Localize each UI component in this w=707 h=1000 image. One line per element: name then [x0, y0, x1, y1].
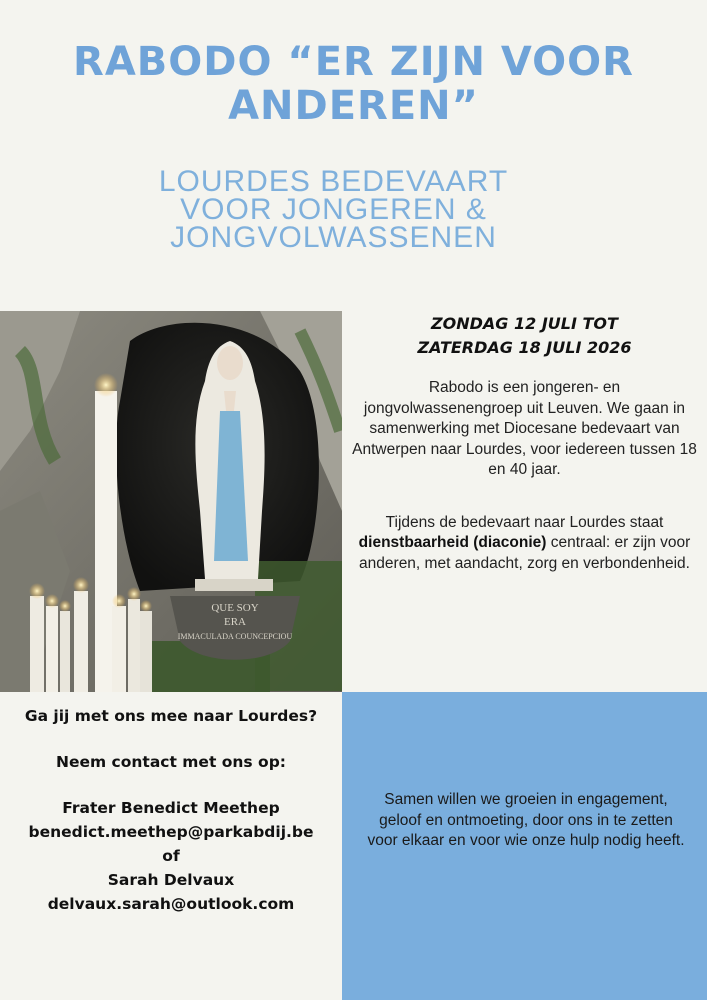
grotto-illustration — [0, 311, 342, 692]
contact-person-2-email[interactable]: delvaux.sarah@outlook.com — [47, 895, 295, 913]
event-dates — [352, 312, 697, 360]
date-line-1: ZONDAG 12 JULI TOT — [431, 314, 618, 333]
contact-cta: Neem contact met ons op: — [56, 753, 286, 771]
subtitle-line-2: VOOR JONGEREN & — [180, 193, 487, 226]
page-title — [0, 40, 707, 128]
subtitle-line-3: JONGVOLWASSENEN — [170, 221, 497, 254]
page-subtitle — [0, 165, 667, 254]
title-line-2: ANDEREN” — [228, 83, 479, 129]
plaque-line-2: ERA — [224, 616, 246, 628]
event-info — [352, 312, 697, 574]
contact-separator: of — [162, 847, 180, 865]
focus-text-before: Tijdens de bedevaart naar Lourdes staat — [385, 513, 664, 531]
closing-text: Samen willen we groeien in engagement, geloof en ontmoeting, door ons in te zetten voor elkaar en voor wie onze hulp nodig heeft. — [367, 791, 685, 849]
focus-paragraph — [352, 513, 697, 575]
grotto-photo — [0, 311, 342, 692]
date-line-2: ZATERDAG 18 JULI 2026 — [417, 338, 632, 357]
contact-person-1-email[interactable]: benedict.meethep@parkabdij.be — [28, 823, 314, 841]
subtitle-line-1: LOURDES BEDEVAART — [158, 165, 509, 198]
plaque-line-1: QUE SOY — [211, 602, 259, 614]
plaque-line-3: IMMACULADA COUNCEPCIOU — [177, 632, 293, 641]
focus-text-after: centraal: er zijn voor anderen, met aandacht, zorg en verbondenheid. — [359, 534, 691, 572]
focus-highlight: dienstbaarheid (diaconie) — [358, 534, 547, 551]
intro-paragraph: Rabodo is een jongeren- en jongvolwassenengroep uit Leuven. We gaan in samenwerking met Diocesane bedevaart van Antwerpen naar Lourdes, voor iedereen tussen 18 en 40 jaar. — [352, 379, 697, 478]
contact-question: Ga jij met ons mee naar Lourdes? — [24, 707, 318, 725]
contact-person-2-name: Sarah Delvaux — [107, 871, 235, 889]
contact-person-1-name: Frater Benedict Meethep — [62, 799, 280, 817]
title-line-1: RABODO “ER ZIJN VOOR — [73, 39, 634, 85]
contact-block — [0, 704, 342, 916]
closing-panel — [342, 692, 707, 1000]
